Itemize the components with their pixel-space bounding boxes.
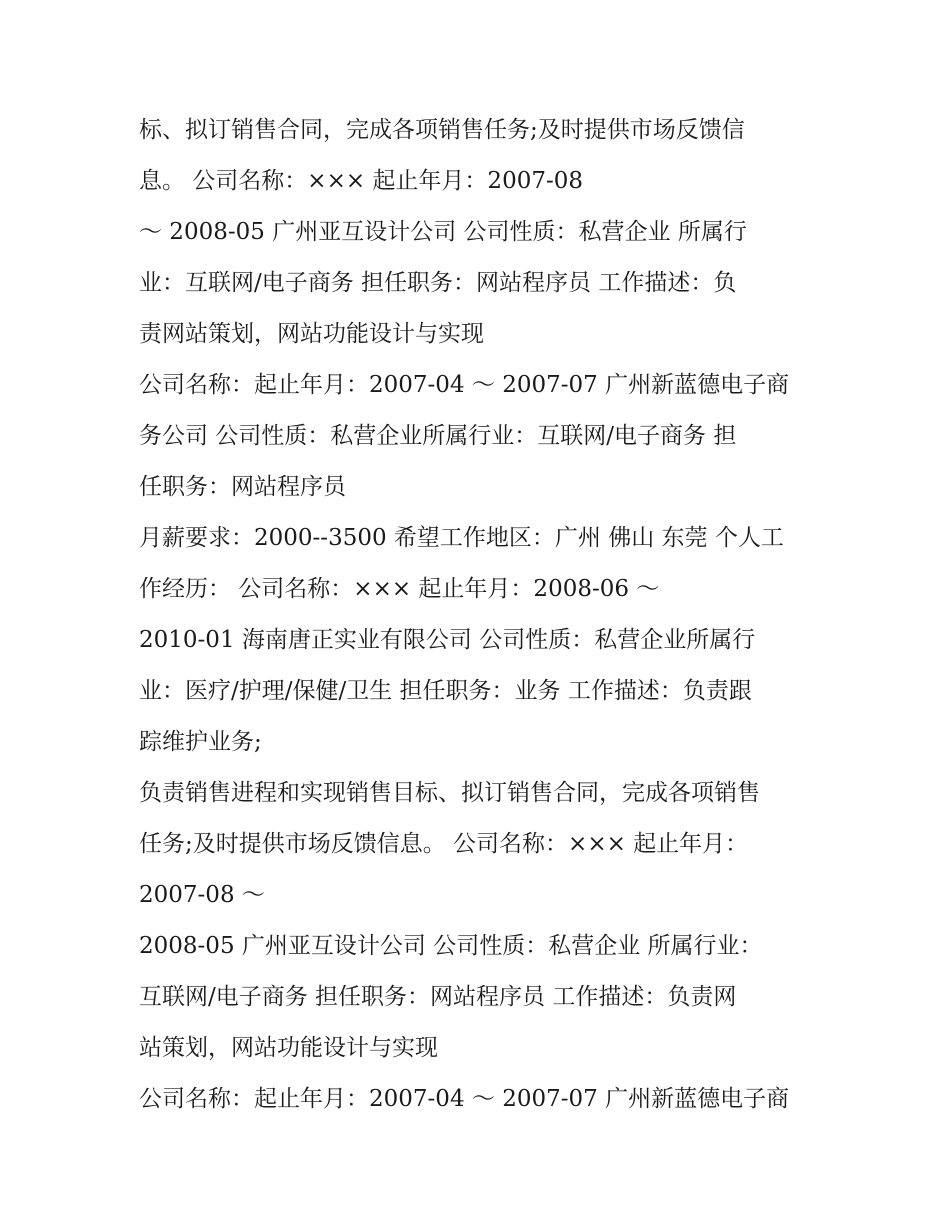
text-line: 2007-08 ～ [139, 882, 265, 908]
text-line: 负责销售进程和实现销售目标、拟订销售合同，完成各项销售 [139, 780, 760, 806]
text-line: 任职务：网站程序员 [139, 474, 346, 500]
text-line: 互联网/电子商务 担任职务：网站程序员 工作描述：负责网 [139, 984, 737, 1010]
text-line: 公司名称：起止年月：2007-04 ～ 2007-07 广州新蓝德电子商 [139, 372, 790, 398]
text-line: 站策划，网站功能设计与实现 [139, 1035, 438, 1061]
text-line: 2010-01 海南唐正实业有限公司 公司性质：私营企业所属行 [139, 627, 756, 653]
text-line: 公司名称：起止年月：2007-04 ～ 2007-07 广州新蓝德电子商 [139, 1086, 790, 1112]
document-body [139, 105, 839, 1125]
text-line: 作经历： 公司名称：××× 起止年月：2008-06 ～ [139, 576, 660, 602]
text-line: 月薪要求：2000--3500 希望工作地区：广州 佛山 东莞 个人工 [139, 525, 784, 551]
text-line: 业：互联网/电子商务 担任职务：网站程序员 工作描述：负 [139, 270, 737, 296]
text-line: 踪维护业务; [139, 729, 262, 755]
text-line: 务公司 公司性质：私营企业所属行业：互联网/电子商务 担 [139, 423, 737, 449]
text-line: 业：医疗/护理/保健/卫生 担任职务：业务 工作描述：负责跟 [139, 678, 752, 704]
text-line: 任务;及时提供市场反馈信息。 公司名称：××× 起止年月： [139, 831, 749, 857]
text-line: 息。 公司名称：××× 起止年月：2007-08 [139, 168, 584, 194]
text-line: 2008-05 广州亚互设计公司 公司性质：私营企业 所属行业： [139, 933, 763, 959]
text-line: ～ 2008-05 广州亚互设计公司 公司性质：私营企业 所属行 [139, 219, 747, 245]
text-line: 标、拟订销售合同，完成各项销售任务;及时提供市场反馈信 [139, 117, 745, 143]
text-line: 责网站策划，网站功能设计与实现 [139, 321, 484, 347]
